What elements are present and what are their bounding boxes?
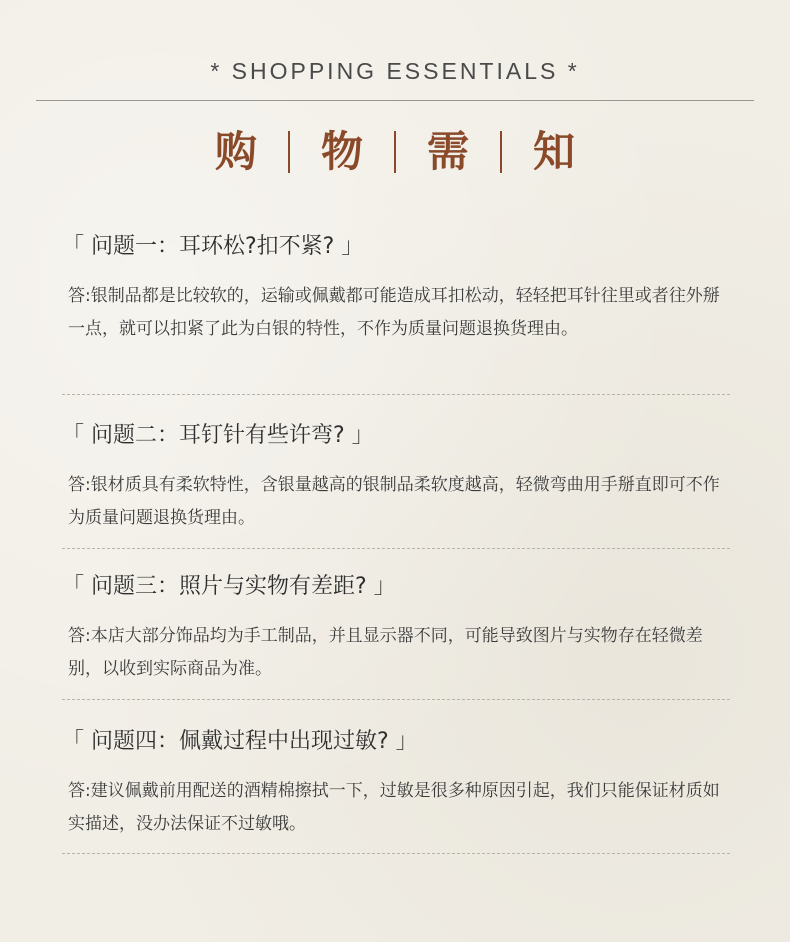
faq-question: 「 问题一：耳环松?扣不紧? 」 — [62, 234, 364, 259]
title-separator — [394, 131, 396, 173]
page-title — [0, 124, 790, 180]
title-char: 知 — [532, 127, 575, 176]
faq-divider — [62, 548, 730, 549]
faq-question: 「 问题二：耳钉针有些许弯? 」 — [62, 423, 374, 448]
title-separator — [288, 131, 290, 173]
title-separator — [500, 131, 502, 173]
faq-item — [62, 727, 730, 841]
faq-divider — [62, 394, 730, 395]
title-char: 物 — [320, 127, 363, 176]
faq-divider — [62, 699, 730, 700]
faq-item — [62, 572, 730, 686]
faq-divider — [62, 853, 730, 854]
header-subtitle: * SHOPPING ESSENTIALS * — [210, 58, 580, 84]
faq-answer: 答:银制品都是比较软的，运输或佩戴都可能造成耳扣松动，轻轻把耳针往里或者往外掰一点，就可以扣紧了此为白银的特性，不作为质量问题退换货理由。 — [68, 286, 720, 339]
faq-item — [62, 421, 730, 535]
faq-answer: 答:建议佩戴前用配送的酒精棉擦拭一下，过敏是很多种原因引起，我们只能保证材质如实描述，没办法保证不过敏哦。 — [68, 781, 720, 834]
faq-answer: 答:银材质具有柔软特性，含银量越高的银制品柔软度越高，轻微弯曲用手掰直即可不作为质量问题退换货理由。 — [68, 475, 720, 528]
title-char: 购 — [214, 127, 257, 176]
faq-question: 「 问题三：照片与实物有差距? 」 — [62, 574, 396, 599]
faq-item — [62, 232, 730, 346]
header-rule — [36, 100, 754, 101]
title-char: 需 — [426, 127, 469, 176]
faq-question: 「 问题四：佩戴过程中出现过敏? 」 — [62, 729, 418, 754]
faq-answer: 答:本店大部分饰品均为手工制品，并且显示器不同，可能导致图片与实物存在轻微差别，以收到实际商品为准。 — [68, 626, 703, 679]
